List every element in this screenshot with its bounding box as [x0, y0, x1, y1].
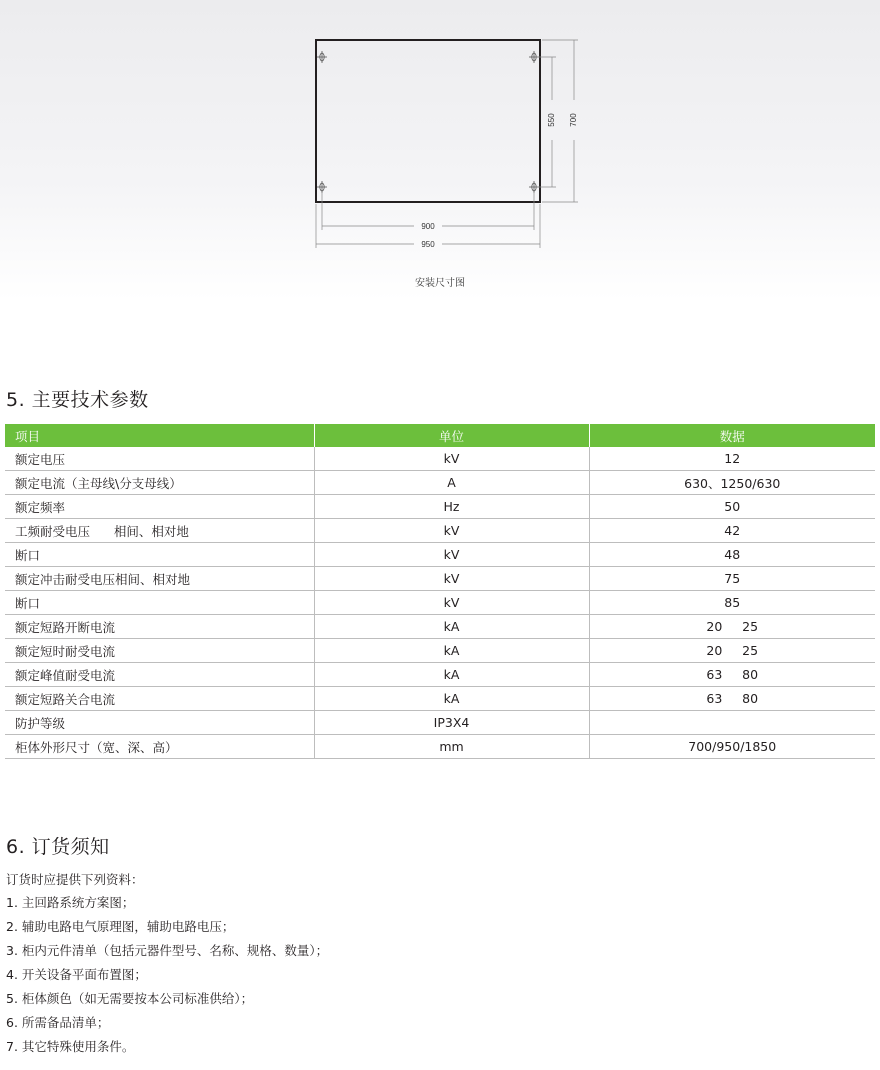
- mounting-hole-bottom-left: [317, 181, 327, 193]
- installation-dimension-drawing: [0, 0, 880, 300]
- cell-unit: Hz: [314, 495, 589, 519]
- cell-unit: kV: [314, 591, 589, 615]
- cell-item: 额定冲击耐受电压相间、相对地: [5, 567, 314, 591]
- cell-value: 63 80: [589, 663, 875, 687]
- table-row: [5, 543, 875, 567]
- header-item: 项目: [5, 424, 314, 447]
- dimension-label-550: 550: [547, 113, 557, 127]
- cell-unit: kA: [314, 663, 589, 687]
- header-unit: 单位: [314, 424, 589, 447]
- list-item: 1. 主回路系统方案图；: [6, 895, 135, 910]
- table-row: [5, 447, 875, 471]
- cell-item: 额定短路关合电流: [5, 687, 314, 711]
- cell-unit: A: [314, 471, 589, 495]
- list-item: 6. 所需备品清单；: [6, 1015, 110, 1030]
- dimension-label-700: 700: [569, 113, 579, 127]
- cell-value: 48: [589, 543, 875, 567]
- cell-item: 额定电流（主母线\分支母线）: [5, 471, 314, 495]
- cell-item: 柜体外形尺寸（宽、深、高）: [5, 735, 314, 759]
- cell-item: 额定短时耐受电流: [5, 639, 314, 663]
- table-row: [5, 711, 875, 735]
- table-row: [5, 687, 875, 711]
- table-row: [5, 519, 875, 543]
- cell-item: 断口: [5, 591, 314, 615]
- table-header-row: [5, 424, 875, 447]
- cell-unit: kA: [314, 639, 589, 663]
- table-row: [5, 591, 875, 615]
- cell-value: [589, 711, 875, 735]
- cell-item: 额定峰值耐受电流: [5, 663, 314, 687]
- list-item: 7. 其它特殊使用条件。: [6, 1039, 135, 1054]
- cell-value: 85: [589, 591, 875, 615]
- list-item: 4. 开关设备平面布置图；: [6, 967, 147, 982]
- list-item: 5. 柜体颜色（如无需要按本公司标准供给）；: [6, 991, 254, 1006]
- list-item: 2. 辅助电路电气原理图，辅助电路电压；: [6, 919, 235, 934]
- cell-value: 20 25: [589, 639, 875, 663]
- cell-value: 12: [589, 447, 875, 471]
- dimension-label-950: 950: [421, 240, 435, 249]
- cabinet-outline: [316, 40, 540, 202]
- cell-unit: IP3X4: [314, 711, 589, 735]
- drawing-caption: 安装尺寸图: [415, 278, 465, 289]
- table-row: [5, 615, 875, 639]
- cell-item: 额定频率: [5, 495, 314, 519]
- dimension-label-900: 900: [421, 222, 435, 231]
- cell-item: 工频耐受电压 相间、相对地: [5, 519, 314, 543]
- cell-value: 700/950/1850: [589, 735, 875, 759]
- table-row: [5, 567, 875, 591]
- section-5-title: 5. 主要技术参数: [6, 389, 149, 411]
- cell-unit: mm: [314, 735, 589, 759]
- table-row: [5, 471, 875, 495]
- cell-item: 额定电压: [5, 447, 314, 471]
- header-value: 数据: [589, 424, 875, 447]
- table-row: [5, 663, 875, 687]
- table-row: [5, 735, 875, 759]
- cell-item: 防护等级: [5, 711, 314, 735]
- cell-unit: kV: [314, 519, 589, 543]
- cell-unit: kV: [314, 543, 589, 567]
- cell-value: 20 25: [589, 615, 875, 639]
- cell-unit: kA: [314, 687, 589, 711]
- technical-parameters-table: [5, 424, 875, 759]
- cell-item: 额定短路开断电流: [5, 615, 314, 639]
- table-row: [5, 639, 875, 663]
- cell-unit: kV: [314, 567, 589, 591]
- section-6-title: 6. 订货须知: [6, 836, 110, 858]
- cell-value: 50: [589, 495, 875, 519]
- cell-value: 42: [589, 519, 875, 543]
- cell-unit: kA: [314, 615, 589, 639]
- cell-value: 63 80: [589, 687, 875, 711]
- order-intro: 订货时应提供下列资料：: [6, 872, 144, 887]
- cell-item: 断口: [5, 543, 314, 567]
- list-item: 3. 柜内元件清单（包括元器件型号、名称、规格、数量）；: [6, 943, 329, 958]
- cell-unit: kV: [314, 447, 589, 471]
- cell-value: 630、1250/630: [589, 471, 875, 495]
- mounting-hole-top-left: [317, 51, 327, 63]
- table-row: [5, 495, 875, 519]
- cell-value: 75: [589, 567, 875, 591]
